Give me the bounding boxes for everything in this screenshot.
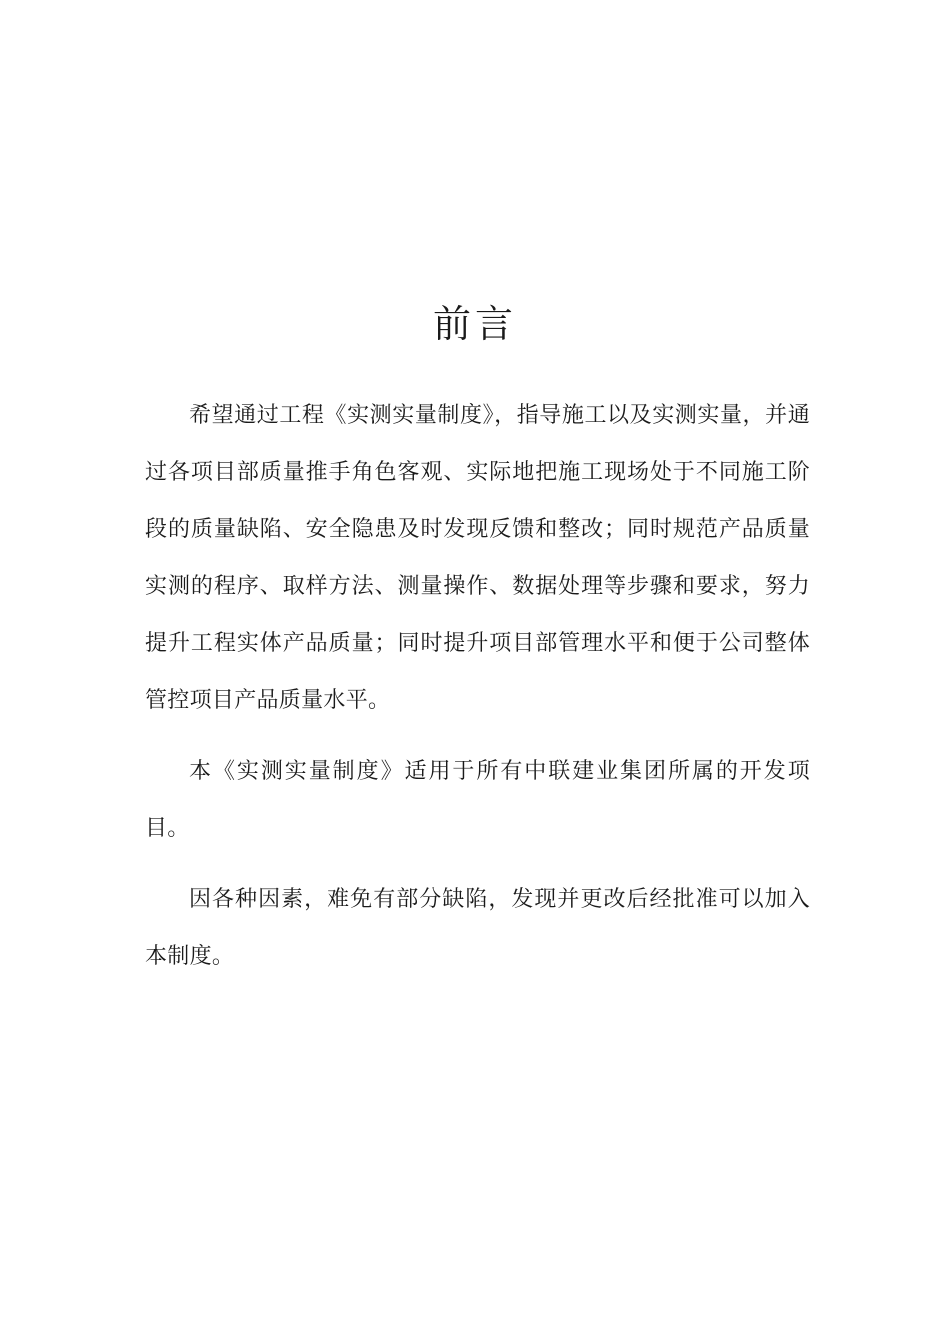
paragraph-scope: 本《实测实量制度》适用于所有中联建业集团所属的开发项目。 [145, 759, 810, 841]
preface-body [145, 387, 810, 985]
paragraph-purpose: 希望通过工程《实测实量制度》，指导施工以及实测实量，并通过各项目部质量推手角色客观、实际地把施工现场处于不同施工阶段的质量缺陷、安全隐患及时发现反馈和整改；同时规范产品质量实测的程序、取样方法、测量操作、数据处理等步骤和要求，努力提升工程实体产品质量；同时提升项目部管理水平和便于公司整体管控项目产品质量水平。 [145, 403, 810, 713]
paragraph-disclaimer: 因各种因素，难免有部分缺陷，发现并更改后经批准可以加入本制度。 [145, 887, 810, 969]
page-title: 前言 [432, 302, 517, 347]
